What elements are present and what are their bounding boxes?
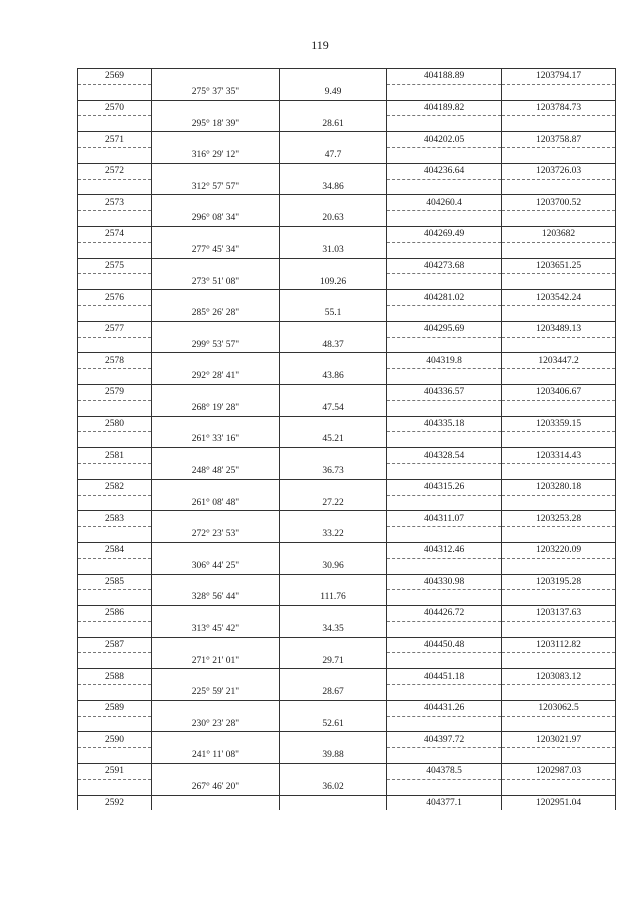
angle-cell-empty	[152, 69, 280, 85]
coordinate-table	[77, 68, 616, 810]
point-row	[78, 732, 616, 748]
segment-row	[78, 432, 616, 448]
x-coordinate: 404330.98	[387, 574, 502, 590]
point-number: 2586	[78, 606, 152, 622]
segment-row	[78, 274, 616, 290]
x-coordinate: 404431.26	[387, 700, 502, 716]
bearing-angle: 225° 59' 21"	[152, 685, 280, 701]
distance-cell-empty	[280, 69, 387, 85]
distance-cell-empty	[280, 195, 387, 211]
x-coordinate-empty	[387, 400, 502, 416]
point-number: 2577	[78, 321, 152, 337]
x-coordinate-empty	[387, 84, 502, 100]
segment-distance: 52.61	[280, 716, 387, 732]
angle-cell-empty	[152, 732, 280, 748]
y-coordinate-empty	[502, 305, 616, 321]
y-coordinate-empty	[502, 116, 616, 132]
x-coordinate: 404426.72	[387, 606, 502, 622]
y-coordinate: 1203062.5	[502, 700, 616, 716]
point-number: 2582	[78, 479, 152, 495]
segment-row	[78, 716, 616, 732]
segment-distance: 27.22	[280, 495, 387, 511]
x-coordinate-empty	[387, 211, 502, 227]
y-coordinate: 1203784.73	[502, 100, 616, 116]
angle-cell-empty	[152, 353, 280, 369]
point-number-empty	[78, 621, 152, 637]
distance-cell-empty	[280, 700, 387, 716]
segment-row	[78, 84, 616, 100]
bearing-angle: 248° 48' 25"	[152, 463, 280, 479]
bearing-angle: 261° 33' 16"	[152, 432, 280, 448]
y-coordinate-empty	[502, 685, 616, 701]
point-row	[78, 321, 616, 337]
point-row	[78, 69, 616, 85]
x-coordinate-empty	[387, 716, 502, 732]
x-coordinate-empty	[387, 116, 502, 132]
segment-row	[78, 211, 616, 227]
x-coordinate-empty	[387, 147, 502, 163]
bearing-angle: 292° 28' 41"	[152, 369, 280, 385]
distance-cell-empty	[280, 669, 387, 685]
y-coordinate: 1203314.43	[502, 448, 616, 464]
segment-row	[78, 527, 616, 543]
point-number: 2581	[78, 448, 152, 464]
y-coordinate: 1203794.17	[502, 69, 616, 85]
y-coordinate: 1202951.04	[502, 795, 616, 810]
y-coordinate-empty	[502, 369, 616, 385]
angle-cell-empty	[152, 416, 280, 432]
y-coordinate: 1203195.28	[502, 574, 616, 590]
angle-cell-empty	[152, 163, 280, 179]
x-coordinate: 404311.07	[387, 511, 502, 527]
y-coordinate-empty	[502, 495, 616, 511]
distance-cell-empty	[280, 479, 387, 495]
point-number: 2585	[78, 574, 152, 590]
segment-distance: 28.61	[280, 116, 387, 132]
bearing-angle: 285° 26' 28"	[152, 305, 280, 321]
x-coordinate-empty	[387, 305, 502, 321]
angle-cell-empty	[152, 226, 280, 242]
point-number: 2591	[78, 764, 152, 780]
segment-row	[78, 558, 616, 574]
point-row	[78, 353, 616, 369]
segment-row	[78, 179, 616, 195]
distance-cell-empty	[280, 606, 387, 622]
x-coordinate: 404202.05	[387, 132, 502, 148]
angle-cell-empty	[152, 448, 280, 464]
point-number: 2575	[78, 258, 152, 274]
y-coordinate: 1203651.25	[502, 258, 616, 274]
point-row	[78, 416, 616, 432]
x-coordinate-empty	[387, 179, 502, 195]
angle-cell-empty	[152, 606, 280, 622]
bearing-angle: 328° 56' 44"	[152, 590, 280, 606]
point-number-empty	[78, 179, 152, 195]
x-coordinate: 404451.18	[387, 669, 502, 685]
point-number-empty	[78, 779, 152, 795]
point-number: 2592	[78, 795, 152, 810]
segment-row	[78, 400, 616, 416]
segment-distance: 48.37	[280, 337, 387, 353]
bearing-angle: 299° 53' 57"	[152, 337, 280, 353]
y-coordinate: 1203406.67	[502, 384, 616, 400]
x-coordinate-empty	[387, 369, 502, 385]
x-coordinate: 404377.1	[387, 795, 502, 810]
x-coordinate: 404315.26	[387, 479, 502, 495]
segment-row	[78, 147, 616, 163]
segment-distance: 33.22	[280, 527, 387, 543]
x-coordinate: 404312.46	[387, 542, 502, 558]
x-coordinate: 404335.18	[387, 416, 502, 432]
bearing-angle: 268° 19' 28"	[152, 400, 280, 416]
angle-cell-empty	[152, 290, 280, 306]
point-row	[78, 384, 616, 400]
point-number: 2569	[78, 69, 152, 85]
x-coordinate: 404188.89	[387, 69, 502, 85]
x-coordinate-empty	[387, 558, 502, 574]
x-coordinate-empty	[387, 337, 502, 353]
segment-distance: 20.63	[280, 211, 387, 227]
bearing-angle: 261° 08' 48"	[152, 495, 280, 511]
bearing-angle: 312° 57' 57"	[152, 179, 280, 195]
point-number-empty	[78, 337, 152, 353]
angle-cell-empty	[152, 258, 280, 274]
point-row	[78, 700, 616, 716]
segment-distance: 9.49	[280, 84, 387, 100]
angle-cell-empty	[152, 100, 280, 116]
point-number: 2576	[78, 290, 152, 306]
point-number-empty	[78, 305, 152, 321]
angle-cell-empty	[152, 542, 280, 558]
angle-cell-empty	[152, 764, 280, 780]
segment-distance: 31.03	[280, 242, 387, 258]
y-coordinate: 1203726.03	[502, 163, 616, 179]
y-coordinate: 1203021.97	[502, 732, 616, 748]
angle-cell-empty	[152, 511, 280, 527]
y-coordinate: 1202987.03	[502, 764, 616, 780]
point-row	[78, 258, 616, 274]
point-number: 2573	[78, 195, 152, 211]
segment-row	[78, 590, 616, 606]
point-number: 2571	[78, 132, 152, 148]
distance-cell-empty	[280, 795, 387, 810]
distance-cell-empty	[280, 384, 387, 400]
point-number-empty	[78, 558, 152, 574]
x-coordinate: 404236.64	[387, 163, 502, 179]
x-coordinate: 404260.4	[387, 195, 502, 211]
segment-distance: 43.86	[280, 369, 387, 385]
x-coordinate-empty	[387, 495, 502, 511]
point-number: 2574	[78, 226, 152, 242]
point-number-empty	[78, 400, 152, 416]
point-row	[78, 132, 616, 148]
point-row	[78, 479, 616, 495]
x-coordinate-empty	[387, 527, 502, 543]
segment-row	[78, 116, 616, 132]
x-coordinate: 404295.69	[387, 321, 502, 337]
distance-cell-empty	[280, 542, 387, 558]
x-coordinate-empty	[387, 590, 502, 606]
point-number-empty	[78, 242, 152, 258]
point-number-empty	[78, 369, 152, 385]
point-number: 2589	[78, 700, 152, 716]
y-coordinate-empty	[502, 242, 616, 258]
x-coordinate-empty	[387, 685, 502, 701]
bearing-angle: 316° 29' 12"	[152, 147, 280, 163]
segment-distance: 30.96	[280, 558, 387, 574]
bearing-angle: 267° 46' 20"	[152, 779, 280, 795]
x-coordinate: 404189.82	[387, 100, 502, 116]
point-row	[78, 290, 616, 306]
angle-cell-empty	[152, 700, 280, 716]
point-number-empty	[78, 716, 152, 732]
x-coordinate: 404328.54	[387, 448, 502, 464]
segment-distance: 34.35	[280, 621, 387, 637]
distance-cell-empty	[280, 226, 387, 242]
angle-cell-empty	[152, 132, 280, 148]
point-row	[78, 795, 616, 810]
point-number: 2588	[78, 669, 152, 685]
distance-cell-empty	[280, 353, 387, 369]
distance-cell-empty	[280, 511, 387, 527]
distance-cell-empty	[280, 637, 387, 653]
point-row	[78, 100, 616, 116]
bearing-angle: 313° 45' 42"	[152, 621, 280, 637]
y-coordinate: 1203758.87	[502, 132, 616, 148]
distance-cell-empty	[280, 258, 387, 274]
segment-row	[78, 748, 616, 764]
y-coordinate-empty	[502, 463, 616, 479]
segment-distance: 55.1	[280, 305, 387, 321]
point-number-empty	[78, 590, 152, 606]
distance-cell-empty	[280, 132, 387, 148]
point-number-empty	[78, 116, 152, 132]
point-number: 2584	[78, 542, 152, 558]
point-row	[78, 195, 616, 211]
bearing-angle: 272° 23' 53"	[152, 527, 280, 543]
point-number-empty	[78, 495, 152, 511]
segment-row	[78, 495, 616, 511]
y-coordinate: 1203447.2	[502, 353, 616, 369]
page-number: 119	[311, 38, 329, 52]
distance-cell-empty	[280, 764, 387, 780]
point-row	[78, 574, 616, 590]
distance-cell-empty	[280, 448, 387, 464]
y-coordinate-empty	[502, 527, 616, 543]
x-coordinate: 404319.8	[387, 353, 502, 369]
point-number: 2578	[78, 353, 152, 369]
angle-cell-empty	[152, 669, 280, 685]
distance-cell-empty	[280, 732, 387, 748]
angle-cell-empty	[152, 574, 280, 590]
y-coordinate: 1203083.12	[502, 669, 616, 685]
point-number-empty	[78, 685, 152, 701]
y-coordinate: 1203700.52	[502, 195, 616, 211]
y-coordinate-empty	[502, 432, 616, 448]
distance-cell-empty	[280, 290, 387, 306]
segment-distance: 28.67	[280, 685, 387, 701]
point-row	[78, 669, 616, 685]
segment-row	[78, 621, 616, 637]
point-number-empty	[78, 748, 152, 764]
y-coordinate-empty	[502, 274, 616, 290]
point-number: 2583	[78, 511, 152, 527]
point-row	[78, 448, 616, 464]
bearing-angle: 273° 51' 08"	[152, 274, 280, 290]
point-number-empty	[78, 653, 152, 669]
x-coordinate-empty	[387, 463, 502, 479]
y-coordinate: 1203542.24	[502, 290, 616, 306]
y-coordinate: 1203489.13	[502, 321, 616, 337]
point-number: 2590	[78, 732, 152, 748]
x-coordinate: 404397.72	[387, 732, 502, 748]
y-coordinate: 1203359.15	[502, 416, 616, 432]
x-coordinate-empty	[387, 432, 502, 448]
y-coordinate-empty	[502, 590, 616, 606]
angle-cell-empty	[152, 321, 280, 337]
y-coordinate-empty	[502, 716, 616, 732]
y-coordinate: 1203280.18	[502, 479, 616, 495]
segment-distance: 39.88	[280, 748, 387, 764]
point-row	[78, 163, 616, 179]
segment-row	[78, 463, 616, 479]
y-coordinate-empty	[502, 621, 616, 637]
angle-cell-empty	[152, 637, 280, 653]
point-row	[78, 606, 616, 622]
y-coordinate-empty	[502, 400, 616, 416]
point-number-empty	[78, 84, 152, 100]
segment-distance: 36.73	[280, 463, 387, 479]
point-row	[78, 542, 616, 558]
bearing-angle: 306° 44' 25"	[152, 558, 280, 574]
distance-cell-empty	[280, 163, 387, 179]
distance-cell-empty	[280, 100, 387, 116]
segment-distance: 34.86	[280, 179, 387, 195]
x-coordinate-empty	[387, 779, 502, 795]
y-coordinate: 1203253.28	[502, 511, 616, 527]
point-number-empty	[78, 147, 152, 163]
segment-row	[78, 369, 616, 385]
x-coordinate-empty	[387, 748, 502, 764]
point-row	[78, 764, 616, 780]
x-coordinate: 404336.57	[387, 384, 502, 400]
segment-distance: 109.26	[280, 274, 387, 290]
segment-distance: 47.54	[280, 400, 387, 416]
point-number: 2572	[78, 163, 152, 179]
segment-row	[78, 337, 616, 353]
x-coordinate: 404273.68	[387, 258, 502, 274]
y-coordinate-empty	[502, 179, 616, 195]
y-coordinate: 1203137.63	[502, 606, 616, 622]
y-coordinate: 1203220.09	[502, 542, 616, 558]
x-coordinate-empty	[387, 653, 502, 669]
distance-cell-empty	[280, 321, 387, 337]
distance-cell-empty	[280, 416, 387, 432]
distance-cell-empty	[280, 574, 387, 590]
segment-distance: 47.7	[280, 147, 387, 163]
bearing-angle: 271° 21' 01"	[152, 653, 280, 669]
point-row	[78, 511, 616, 527]
bearing-angle: 295° 18' 39"	[152, 116, 280, 132]
point-number: 2579	[78, 384, 152, 400]
segment-row	[78, 685, 616, 701]
segment-row	[78, 653, 616, 669]
point-number-empty	[78, 274, 152, 290]
point-row	[78, 637, 616, 653]
segment-distance: 45.21	[280, 432, 387, 448]
segment-distance: 29.71	[280, 653, 387, 669]
angle-cell-empty	[152, 384, 280, 400]
segment-row	[78, 305, 616, 321]
bearing-angle: 277° 45' 34"	[152, 242, 280, 258]
x-coordinate-empty	[387, 621, 502, 637]
y-coordinate-empty	[502, 337, 616, 353]
angle-cell-empty	[152, 479, 280, 495]
coordinate-table-body	[78, 69, 616, 811]
point-number: 2587	[78, 637, 152, 653]
x-coordinate: 404269.49	[387, 226, 502, 242]
x-coordinate: 404378.5	[387, 764, 502, 780]
point-number-empty	[78, 527, 152, 543]
y-coordinate-empty	[502, 748, 616, 764]
x-coordinate-empty	[387, 242, 502, 258]
x-coordinate: 404281.02	[387, 290, 502, 306]
y-coordinate-empty	[502, 147, 616, 163]
point-number: 2570	[78, 100, 152, 116]
point-row	[78, 226, 616, 242]
point-number-empty	[78, 463, 152, 479]
point-number-empty	[78, 211, 152, 227]
y-coordinate-empty	[502, 211, 616, 227]
x-coordinate-empty	[387, 274, 502, 290]
bearing-angle: 230° 23' 28"	[152, 716, 280, 732]
segment-row	[78, 242, 616, 258]
y-coordinate-empty	[502, 653, 616, 669]
bearing-angle: 296° 08' 34"	[152, 211, 280, 227]
segment-distance: 36.02	[280, 779, 387, 795]
x-coordinate: 404450.48	[387, 637, 502, 653]
y-coordinate: 1203682	[502, 226, 616, 242]
point-number: 2580	[78, 416, 152, 432]
y-coordinate-empty	[502, 779, 616, 795]
angle-cell-empty	[152, 195, 280, 211]
segment-row	[78, 779, 616, 795]
bearing-angle: 241° 11' 08"	[152, 748, 280, 764]
y-coordinate: 1203112.82	[502, 637, 616, 653]
angle-cell-empty	[152, 795, 280, 810]
segment-distance: 111.76	[280, 590, 387, 606]
y-coordinate-empty	[502, 84, 616, 100]
bearing-angle: 275° 37' 35"	[152, 84, 280, 100]
y-coordinate-empty	[502, 558, 616, 574]
point-number-empty	[78, 432, 152, 448]
